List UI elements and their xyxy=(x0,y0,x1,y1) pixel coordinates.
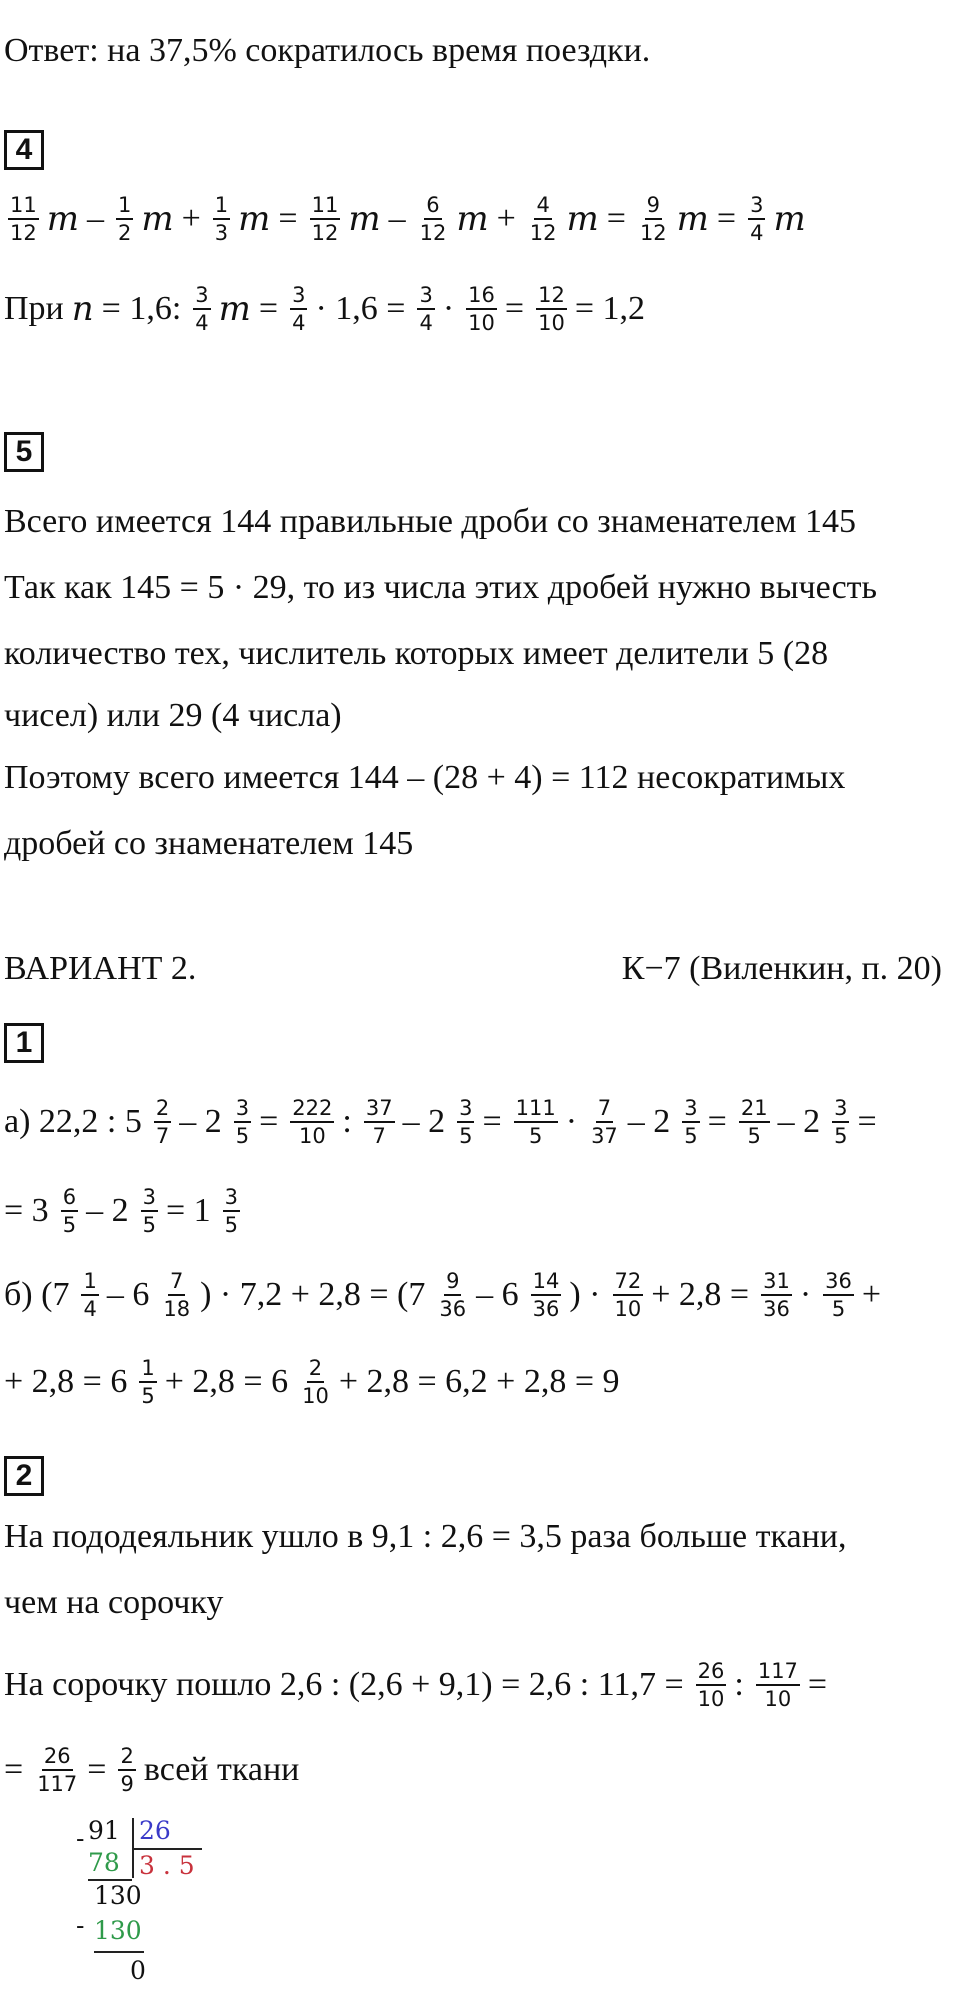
v2-task1-a-line-1 xyxy=(4,1097,885,1147)
v2-task1-b-line-2 xyxy=(4,1357,628,1407)
fraction-numerator: 36 xyxy=(823,1270,854,1296)
division-minus-2: - xyxy=(76,1911,85,1940)
fraction-numerator: 3 xyxy=(193,284,210,310)
variable: m xyxy=(141,199,174,240)
division-subtrahend-1: 78 xyxy=(88,1848,120,1877)
fraction xyxy=(35,1745,79,1795)
fraction-numerator: 3 xyxy=(417,284,434,310)
fraction-denominator: 12 xyxy=(419,221,447,246)
fraction-numerator: 9 xyxy=(444,1270,461,1296)
task5-line-6: дробей со знаменателем 145 xyxy=(4,825,414,862)
v2-task2-line-2: чем на сорочку xyxy=(4,1584,224,1621)
fraction-numerator: 1 xyxy=(139,1357,156,1383)
task-number-5: 5 xyxy=(4,432,44,472)
variable: m xyxy=(218,289,251,330)
math-text: На сорочку пошло 2,6 : (2,6 + 9,1) = 2,6 : 11,7 = xyxy=(4,1666,684,1704)
fraction-denominator: 10 xyxy=(302,1384,329,1409)
fraction xyxy=(466,284,497,334)
math-text: = xyxy=(857,1103,877,1141)
fraction-denominator: 12 xyxy=(10,221,37,246)
math-text: : xyxy=(734,1666,744,1704)
fraction-denominator: 10 xyxy=(614,1297,642,1322)
long-division xyxy=(76,1818,206,1998)
math-text: · xyxy=(565,1103,578,1141)
fraction-denominator: 36 xyxy=(439,1297,467,1322)
math-text: = xyxy=(482,1103,502,1141)
math-text: – xyxy=(86,200,104,238)
fraction-denominator: 5 xyxy=(834,1124,848,1149)
fraction-numerator: 7 xyxy=(596,1097,613,1123)
division-subtrahend-2: 130 xyxy=(94,1916,142,1945)
task5-line-2: Так как 145 = 5 · 29, то из числа этих дробей нужно вычесть xyxy=(4,569,878,606)
fraction-numerator: 3 xyxy=(832,1097,849,1123)
v2-task2-line-1: На пододеяльник ушло в 9,1 : 2,6 = 3,5 раза больше ткани, xyxy=(4,1518,847,1555)
fraction xyxy=(437,1270,468,1320)
math-text: – 2 xyxy=(402,1103,446,1141)
math-text: = xyxy=(4,1751,24,1789)
fraction xyxy=(418,194,449,244)
fraction xyxy=(589,1097,620,1147)
fraction-numerator: 1 xyxy=(213,194,230,220)
fraction xyxy=(193,284,210,334)
math-text: + xyxy=(496,200,516,238)
fraction-numerator: 6 xyxy=(424,194,441,220)
math-text: = 1 xyxy=(165,1192,211,1230)
task4-equation-2 xyxy=(4,284,653,334)
math-text: = xyxy=(606,200,626,238)
fraction xyxy=(364,1097,395,1147)
fraction xyxy=(748,194,765,244)
fraction-numerator: 3 xyxy=(223,1186,240,1212)
fraction-denominator: 12 xyxy=(639,221,667,246)
math-text: = xyxy=(707,1103,727,1141)
math-text: + xyxy=(181,200,201,238)
fraction xyxy=(514,1097,558,1147)
fraction xyxy=(682,1097,699,1147)
fraction xyxy=(223,1186,240,1236)
fraction-numerator: 7 xyxy=(168,1270,185,1296)
fraction-denominator: 10 xyxy=(538,311,565,336)
fraction xyxy=(61,1186,78,1236)
fraction-numerator: 9 xyxy=(645,194,662,220)
fraction-denominator: 117 xyxy=(37,1772,78,1797)
fraction-denominator: 10 xyxy=(764,1687,792,1712)
variable: m xyxy=(238,199,271,240)
math-text: – 2 xyxy=(179,1103,222,1141)
math-text: + xyxy=(861,1276,882,1314)
division-remainder-2: 0 xyxy=(130,1956,146,1985)
fraction-numerator: 21 xyxy=(739,1097,770,1123)
fraction xyxy=(613,1270,644,1320)
fraction xyxy=(756,1660,800,1710)
task5-line-4: чисел) или 29 (4 числа) xyxy=(4,697,342,734)
fraction xyxy=(290,284,307,334)
fraction-denominator: 4 xyxy=(83,1297,97,1322)
fraction xyxy=(696,1660,727,1710)
math-text: – 6 xyxy=(476,1276,519,1314)
fraction xyxy=(8,194,39,244)
fraction-denominator: 7 xyxy=(155,1124,170,1149)
math-text: + 2,8 = xyxy=(651,1276,750,1314)
v2-task2-equation-1 xyxy=(4,1660,835,1710)
v2-task1-b-line-1 xyxy=(4,1270,889,1320)
math-text: = xyxy=(259,1103,279,1141)
task5-line-1: Всего имеется 144 правильные дроби со знаменателем 145 xyxy=(4,503,857,540)
fraction-numerator: 117 xyxy=(756,1660,800,1686)
division-rule-2 xyxy=(94,1951,144,1953)
division-divisor: 26 xyxy=(139,1816,171,1845)
division-minus-1: - xyxy=(76,1824,85,1853)
fraction-denominator: 4 xyxy=(195,311,209,336)
fraction-numerator: 26 xyxy=(42,1745,73,1771)
fraction xyxy=(161,1270,192,1320)
fraction-denominator: 4 xyxy=(750,221,764,246)
fraction xyxy=(118,1745,135,1795)
fraction-numerator: 1 xyxy=(81,1270,98,1296)
fraction-denominator: 5 xyxy=(747,1124,761,1149)
fraction-numerator: 3 xyxy=(748,194,765,220)
fraction-numerator: 72 xyxy=(613,1270,644,1296)
fraction-numerator: 37 xyxy=(364,1097,395,1123)
fraction xyxy=(290,1097,334,1147)
fraction xyxy=(300,1357,331,1407)
fraction xyxy=(638,194,669,244)
variable: m xyxy=(566,199,599,240)
fraction-denominator: 12 xyxy=(311,221,339,246)
math-text: + 2,8 = 6 xyxy=(4,1363,128,1401)
task5-line-5: Поэтому всего имеется 144 – (28 + 4) = 112 несократимых xyxy=(4,759,846,796)
fraction-numerator: 6 xyxy=(61,1186,78,1212)
fraction-denominator: 7 xyxy=(372,1124,386,1149)
fraction xyxy=(141,1186,158,1236)
fraction-numerator: 11 xyxy=(310,194,341,220)
variable: m xyxy=(773,199,806,240)
task-number-2: 2 xyxy=(4,1456,44,1496)
fraction-numerator: 3 xyxy=(234,1097,251,1123)
fraction-denominator: 18 xyxy=(163,1297,191,1322)
variable: m xyxy=(456,199,489,240)
math-text: – xyxy=(388,200,406,238)
fraction-numerator: 3 xyxy=(457,1097,474,1123)
fraction-numerator: 111 xyxy=(514,1097,558,1123)
math-text: – 2 xyxy=(777,1103,821,1141)
fraction-denominator: 36 xyxy=(532,1297,560,1322)
fraction xyxy=(310,194,341,244)
fraction-denominator: 3 xyxy=(214,221,229,246)
fraction-numerator: 31 xyxy=(761,1270,792,1296)
v2-task1-a-line-2 xyxy=(4,1186,248,1236)
fraction-numerator: 3 xyxy=(141,1186,158,1212)
variable: n xyxy=(71,289,94,330)
fraction-denominator: 36 xyxy=(763,1297,790,1322)
fraction-denominator: 10 xyxy=(468,311,495,336)
math-text: При xyxy=(4,290,64,328)
fraction-denominator: 5 xyxy=(141,1384,155,1409)
fraction xyxy=(832,1097,849,1147)
math-text: = 1,6: xyxy=(101,290,182,328)
fraction-numerator: 2 xyxy=(307,1357,324,1383)
fraction-denominator: 5 xyxy=(459,1124,473,1149)
task5-line-3: количество тех, числитель которых имеет делители 5 (28 xyxy=(4,635,829,672)
fraction-denominator: 5 xyxy=(142,1213,156,1238)
v2-task2-equation-2 xyxy=(4,1745,307,1795)
fraction-numerator: 1 xyxy=(116,194,133,220)
division-dividend: 91 xyxy=(88,1816,120,1845)
fraction xyxy=(139,1357,156,1407)
math-text: = xyxy=(807,1666,828,1704)
math-text: – 6 xyxy=(106,1276,150,1314)
fraction-denominator: 5 xyxy=(235,1124,250,1149)
math-text: · xyxy=(799,1276,812,1314)
task4-equation-1 xyxy=(4,194,814,244)
fraction xyxy=(213,194,230,244)
math-text: = 1,2 xyxy=(574,290,646,328)
fraction-numerator: 4 xyxy=(534,194,551,220)
task-number-1: 1 xyxy=(4,1023,44,1063)
fraction xyxy=(417,284,434,334)
fraction-denominator: 9 xyxy=(120,1772,134,1797)
math-text: = xyxy=(258,290,279,328)
math-text: + 2,8 = 6,2 + 2,8 = 9 xyxy=(338,1363,620,1401)
fraction-numerator: 26 xyxy=(696,1660,727,1686)
fraction xyxy=(823,1270,854,1320)
math-text: ) · 7,2 + 2,8 = (7 xyxy=(200,1276,426,1314)
fraction-denominator: 2 xyxy=(117,221,132,246)
fraction xyxy=(116,194,133,244)
variable: m xyxy=(676,199,709,240)
math-text: = xyxy=(504,290,525,328)
fraction xyxy=(528,194,559,244)
answer-line: Ответ: на 37,5% сократилось время поездки. xyxy=(4,32,651,69)
math-text: · 1,6 = xyxy=(315,290,406,328)
fraction-numerator: 14 xyxy=(531,1270,562,1296)
variable: m xyxy=(348,199,381,240)
task-number-4: 4 xyxy=(4,130,44,170)
variable: m xyxy=(46,199,79,240)
fraction-denominator: 5 xyxy=(62,1213,77,1238)
math-text: = xyxy=(87,1751,107,1789)
fraction xyxy=(81,1270,98,1320)
fraction xyxy=(154,1097,171,1147)
division-remainder-1: 130 xyxy=(94,1881,142,1910)
division-quotient: 3 . 5 xyxy=(139,1851,195,1880)
math-text: + 2,8 = 6 xyxy=(164,1363,289,1401)
fraction-numerator: 11 xyxy=(8,194,39,220)
fraction-denominator: 10 xyxy=(697,1687,725,1712)
fraction-denominator: 4 xyxy=(292,311,306,336)
fraction-numerator: 16 xyxy=(466,284,497,310)
fraction xyxy=(739,1097,770,1147)
fraction-denominator: 10 xyxy=(298,1124,326,1149)
fraction-denominator: 5 xyxy=(529,1124,543,1149)
fraction-numerator: 3 xyxy=(682,1097,699,1123)
division-divisor-rule xyxy=(132,1848,202,1850)
fraction-numerator: 3 xyxy=(290,284,307,310)
fraction-numerator: 2 xyxy=(118,1745,135,1771)
math-text: а) 22,2 : 5 xyxy=(4,1103,142,1141)
math-text: – 2 xyxy=(627,1103,671,1141)
math-text: – 2 xyxy=(86,1192,129,1230)
fraction-denominator: 4 xyxy=(419,311,433,336)
variant-title: ВАРИАНТ 2. xyxy=(4,950,197,987)
fraction xyxy=(761,1270,792,1320)
math-text: = xyxy=(716,200,737,238)
fraction-denominator: 37 xyxy=(591,1124,618,1149)
math-text: = xyxy=(278,200,298,238)
variant-source: К−7 (Виленкин, п. 20) xyxy=(621,950,942,987)
fraction-numerator: 2 xyxy=(154,1097,171,1123)
fraction-denominator: 5 xyxy=(684,1124,698,1149)
math-text: : xyxy=(342,1103,352,1141)
math-text: б) (7 xyxy=(4,1276,70,1314)
fraction xyxy=(531,1270,562,1320)
math-text: ) · xyxy=(569,1276,601,1314)
math-text: = 3 xyxy=(4,1192,49,1230)
math-text: · xyxy=(442,290,455,328)
fraction-numerator: 12 xyxy=(536,284,567,310)
fraction-denominator: 5 xyxy=(224,1213,238,1238)
fraction xyxy=(457,1097,474,1147)
fraction xyxy=(234,1097,251,1147)
fraction-denominator: 12 xyxy=(529,221,557,246)
fraction-numerator: 222 xyxy=(290,1097,334,1123)
fraction xyxy=(536,284,567,334)
math-text: всей ткани xyxy=(143,1751,300,1789)
fraction-denominator: 5 xyxy=(831,1297,846,1322)
